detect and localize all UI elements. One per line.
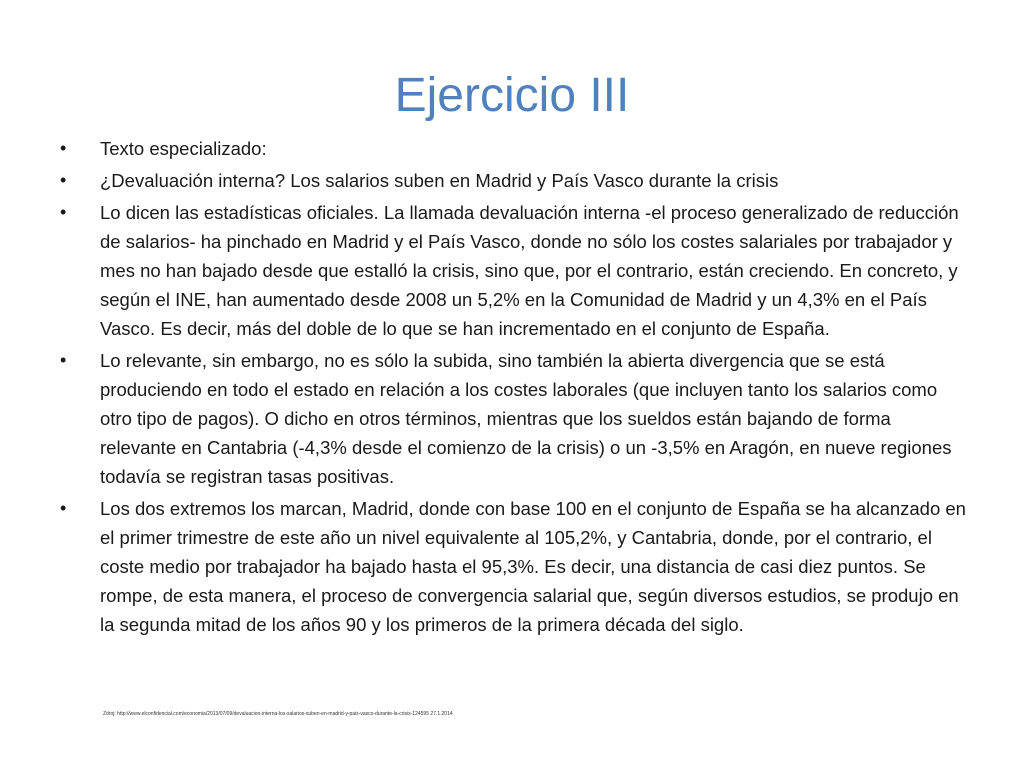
- bullet-marker-icon: •: [60, 170, 67, 190]
- bullet-item: [54, 198, 972, 343]
- bullet-marker-icon: •: [60, 350, 67, 370]
- bullet-item: [54, 166, 972, 195]
- bullet-text: Lo dicen las estadísticas oficiales. La llamada devaluación interna -el proceso generalizado de reducción de salarios- ha pinchado en Madrid y el País Vasco, donde no sólo los costes salariales por trabajador y mes no han bajado desde que estalló la crisis, sino que, por el contrario, están creciendo. En concreto, y según el INE, han aumentado desde 2008 un 5,2% en la Comunidad de Madrid y un 4,3% en el País Vasco. Es decir, más del doble de lo que se han incrementado en el conjunto de España.: [100, 202, 959, 339]
- bullet-list: [54, 134, 972, 642]
- slide-title: Ejercicio III: [394, 69, 630, 122]
- bullet-text: ¿Devaluación interna? Los salarios suben en Madrid y País Vasco durante la crisis: [100, 170, 779, 191]
- bullet-marker-icon: •: [60, 202, 67, 222]
- bullet-text: Los dos extremos los marcan, Madrid, donde con base 100 en el conjunto de España se ha alcanzado en el primer trimestre de este año un nivel equivalente al 105,2%, y Cantabria, donde, por el contrario, el coste medio por trabajador ha bajado hasta el 95,3%. Es decir, una distancia de casi diez puntos. Se rompe, de esta manera, el proceso de convergencia salarial que, según diversos estudios, se produjo en la segunda mitad de los años 90 y los primeros de la primera década del siglo.: [100, 498, 966, 635]
- bullet-item: [54, 134, 972, 163]
- bullet-text: Lo relevante, sin embargo, no es sólo la subida, sino también la abierta divergencia que se está produciendo en todo el estado en relación a los costes laborales (que incluyen tanto los salarios como otro tipo de pagos). O dicho en otros términos, mientras que los sueldos están bajando de forma relevante en Cantabria (-4,3% desde el comienzo de la crisis) o un -3,5% en Aragón, en nueve regiones todavía se registran tasas positivas.: [100, 350, 952, 487]
- source-citation: Zdroj: http://www.elconfidencial.com/economia/2013/07/09/devaluacion-interna-los-salarios-suben-en-madrid-y-pais-vasco-durante-la-crisis-124595 27.1.2014: [103, 711, 453, 717]
- bullet-marker-icon: •: [60, 138, 67, 158]
- bullet-text: Texto especializado:: [100, 138, 267, 159]
- bullet-item: [54, 494, 972, 639]
- bullet-item: [54, 346, 972, 491]
- bullet-marker-icon: •: [60, 498, 67, 518]
